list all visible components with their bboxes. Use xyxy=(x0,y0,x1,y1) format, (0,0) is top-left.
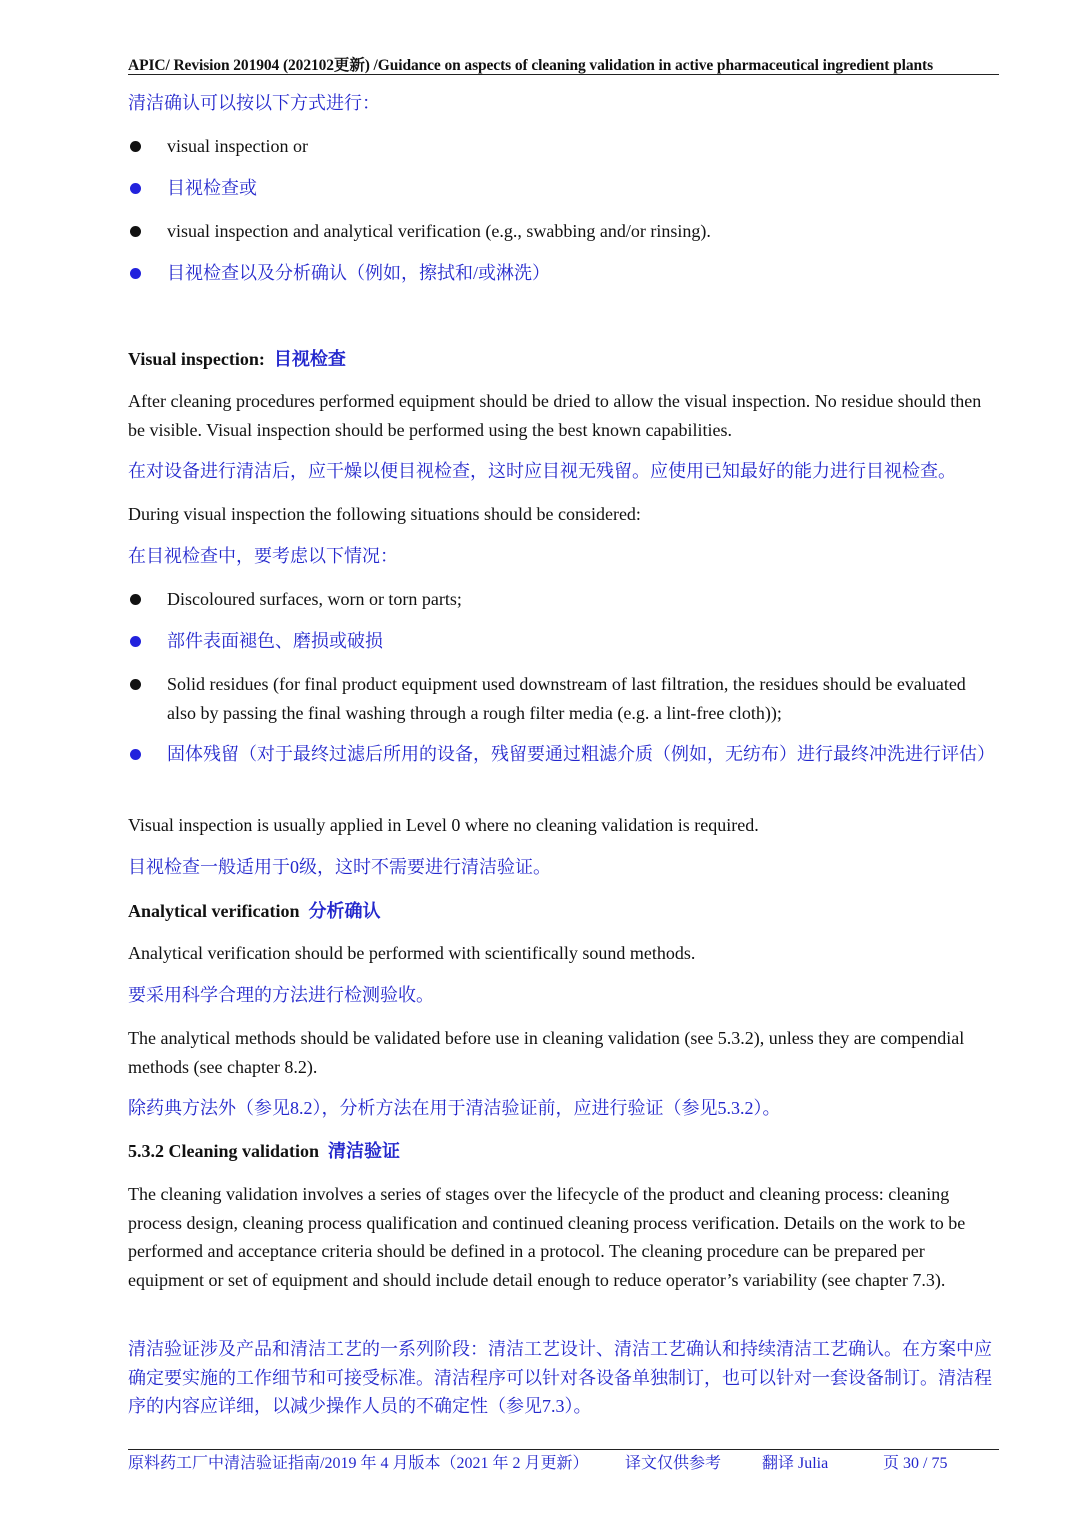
page-header-title: APIC/ Revision 201904 (202102更新) /Guidance on aspects of cleaning validation in active pharmaceutical ingredient plants xyxy=(128,57,934,74)
bullet-text: 目视检查或 xyxy=(167,178,257,198)
bullet-icon xyxy=(130,679,141,690)
bullet-text: visual inspection or xyxy=(167,136,308,156)
footer-note: 译文仅供参考 xyxy=(625,1455,722,1472)
heading-en: Analytical verification xyxy=(128,901,300,921)
footer-translator: 翻译 Julia xyxy=(762,1455,829,1472)
paragraph-cn: 清洁验证涉及产品和清洁工艺的一系列阶段：清洁工艺设计、清洁工艺确认和持续清洁工艺确认。在方案中应确定要实施的工作细节和可接受标准。清洁程序可以针对各设备单独制订，也可以针对一套设备制订。清洁程序的内容应详细，以减少操作人员的不确定性（参见7.3）。 xyxy=(128,1339,992,1416)
paragraph-en: The analytical methods should be validated before use in cleaning validation (see 5.3.2), unless they are compendial methods (see chapter 8.2). xyxy=(128,1028,965,1077)
heading-en: 5.3.2 Cleaning validation xyxy=(128,1141,320,1161)
heading-cn: 分析确认 xyxy=(308,901,381,921)
bullet-icon xyxy=(130,594,141,605)
heading-cn: 目视检查 xyxy=(273,349,346,369)
bullet-icon xyxy=(130,636,141,647)
paragraph-en: After cleaning procedures performed equipment should be dried to allow the visual inspection. No residue should then be visible. Visual inspection should be performed using the best known capabilities. xyxy=(128,391,982,440)
paragraph-en: During visual inspection the following situations should be considered: xyxy=(128,504,641,524)
bullet-text: 目视检查以及分析确认（例如，擦拭和/或淋洗） xyxy=(167,263,550,283)
intro-cn-line: 清洁确认可以按以下方式进行： xyxy=(128,93,380,113)
paragraph-en: The cleaning validation involves a series of stages over the lifecycle of the product and cleaning process: cleaning process design, cleaning process qualification and continued cleaning process verification. Details on the work to be performed and acceptance criteria should be defined in a protocol. The cleaning procedure can be prepared per equipment or set of equipment and should include detail enough to reduce operator’s variability (see chapter 7.3). xyxy=(128,1184,966,1290)
heading-cn: 清洁验证 xyxy=(328,1141,401,1161)
bullet-text: visual inspection and analytical verification (e.g., swabbing and/or rinsing). xyxy=(167,221,711,241)
bullet-icon xyxy=(130,183,141,194)
section-heading-cleaning-validation xyxy=(128,1137,400,1165)
bullet-icon xyxy=(130,749,141,760)
footer-doc-title: 原料药工厂中清洁验证指南/2019 年 4 月版本（2021 年 2 月更新） xyxy=(128,1455,589,1472)
header-divider xyxy=(128,74,999,75)
paragraph-cn: 除药典方法外（参见8.2），分析方法在用于清洁验证前，应进行验证（参见5.3.2）。 xyxy=(128,1098,781,1118)
bullet-text: 部件表面褪色、磨损或破损 xyxy=(167,631,383,651)
paragraph-cn: 目视检查一般适用于0级，这时不需要进行清洁验证。 xyxy=(128,857,551,877)
bullet-text: 固体残留（对于最终过滤后所用的设备，残留要通过粗滤介质（例如，无纺布）进行最终冲洗进行评估） xyxy=(167,744,995,764)
heading-en: Visual inspection: xyxy=(128,349,265,369)
bullet-icon xyxy=(130,226,141,237)
section-heading-visual-inspection xyxy=(128,345,346,373)
section-heading-analytical-verification xyxy=(128,897,380,925)
paragraph-cn: 要采用科学合理的方法进行检测验收。 xyxy=(128,985,434,1005)
paragraph-cn: 在目视检查中，要考虑以下情况： xyxy=(128,546,398,566)
paragraph-en: Analytical verification should be performed with scientifically sound methods. xyxy=(128,943,696,963)
bullet-text: Solid residues (for final product equipment used downstream of last filtration, the residues should be evaluated also by passing the final washing through a rough filter media (e.g. a lint-free cloth)); xyxy=(167,674,966,723)
footer-page-number: 页 30 / 75 xyxy=(883,1455,948,1472)
footer-divider xyxy=(128,1449,999,1450)
bullet-icon xyxy=(130,268,141,279)
paragraph-cn: 在对设备进行清洁后，应干燥以便目视检查，这时应目视无残留。应使用已知最好的能力进行目视检查。 xyxy=(128,461,956,481)
bullet-text: Discoloured surfaces, worn or torn parts; xyxy=(167,589,462,609)
bullet-icon xyxy=(130,141,141,152)
paragraph-en: Visual inspection is usually applied in Level 0 where no cleaning validation is required. xyxy=(128,815,759,835)
